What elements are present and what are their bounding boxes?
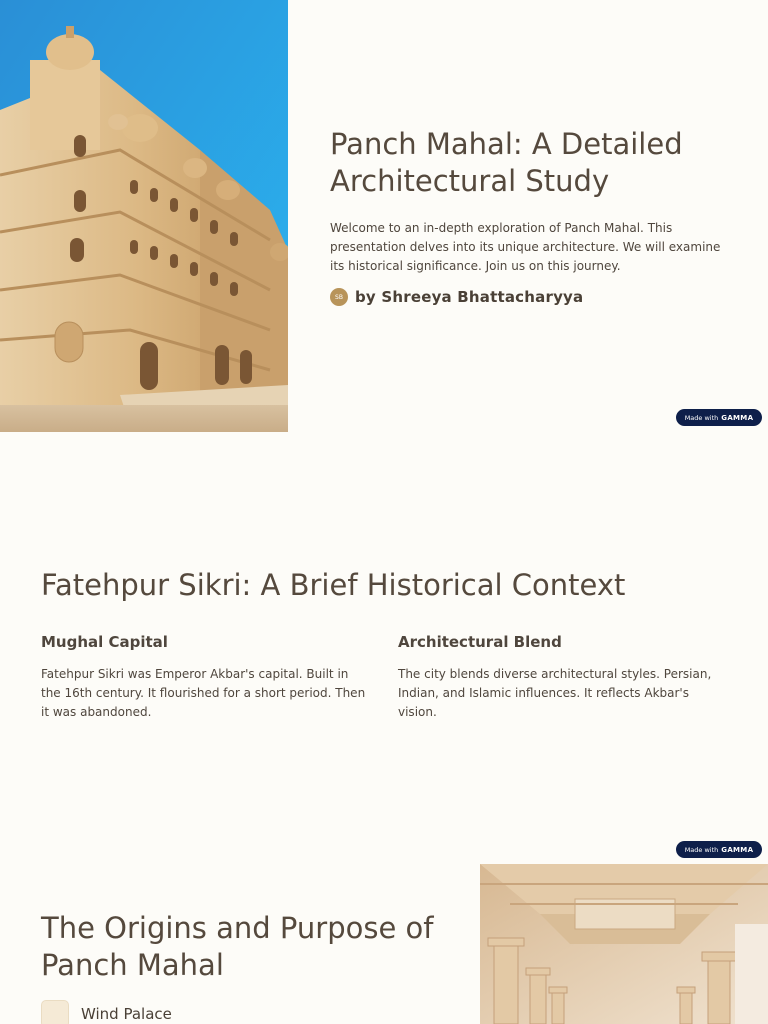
colonnade-image bbox=[480, 864, 768, 1024]
column-body: Fatehpur Sikri was Emperor Akbar's capital. Built in the 16th century. It flourished for a short period. Then it was abandoned. bbox=[41, 667, 366, 719]
item-icon bbox=[41, 1000, 69, 1024]
column-architectural-blend bbox=[398, 633, 728, 722]
palace-illustration bbox=[0, 0, 288, 432]
presentation-title: Panch Mahal: A Detailed Architectural Study bbox=[330, 127, 683, 198]
column-heading: Mughal Capital bbox=[41, 633, 168, 651]
column-mughal-capital bbox=[41, 633, 371, 722]
author-name: by Shreeya Bhattacharyya bbox=[355, 288, 584, 306]
section-title: The Origins and Purpose of Panch Mahal bbox=[41, 911, 434, 982]
avatar bbox=[330, 288, 348, 306]
made-with-gamma-badge[interactable] bbox=[676, 409, 762, 426]
badge-text: Made with bbox=[684, 845, 719, 854]
avatar-initials: SB bbox=[335, 293, 343, 301]
column-body: The city blends diverse architectural styles. Persian, Indian, and Islamic influences. It reflects Akbar's vision. bbox=[398, 667, 712, 719]
list-item bbox=[41, 1000, 172, 1024]
badge-text: Made with bbox=[684, 413, 719, 422]
gamma-logo: GAMMA bbox=[721, 413, 754, 422]
column-heading: Architectural Blend bbox=[398, 633, 562, 651]
section-title: Fatehpur Sikri: A Brief Historical Context bbox=[41, 568, 626, 602]
gamma-logo: GAMMA bbox=[721, 845, 754, 854]
palace-image bbox=[0, 0, 288, 432]
colonnade-illustration bbox=[480, 864, 768, 1024]
author-line bbox=[330, 288, 583, 306]
made-with-gamma-badge[interactable] bbox=[676, 841, 762, 858]
item-label: Wind Palace bbox=[81, 1005, 172, 1023]
presentation-description: Welcome to an in-depth exploration of Panch Mahal. This presentation delves into its unique architecture. We will examine its historical significance. Join us on this journey. bbox=[330, 221, 721, 273]
slide-title bbox=[0, 0, 768, 432]
